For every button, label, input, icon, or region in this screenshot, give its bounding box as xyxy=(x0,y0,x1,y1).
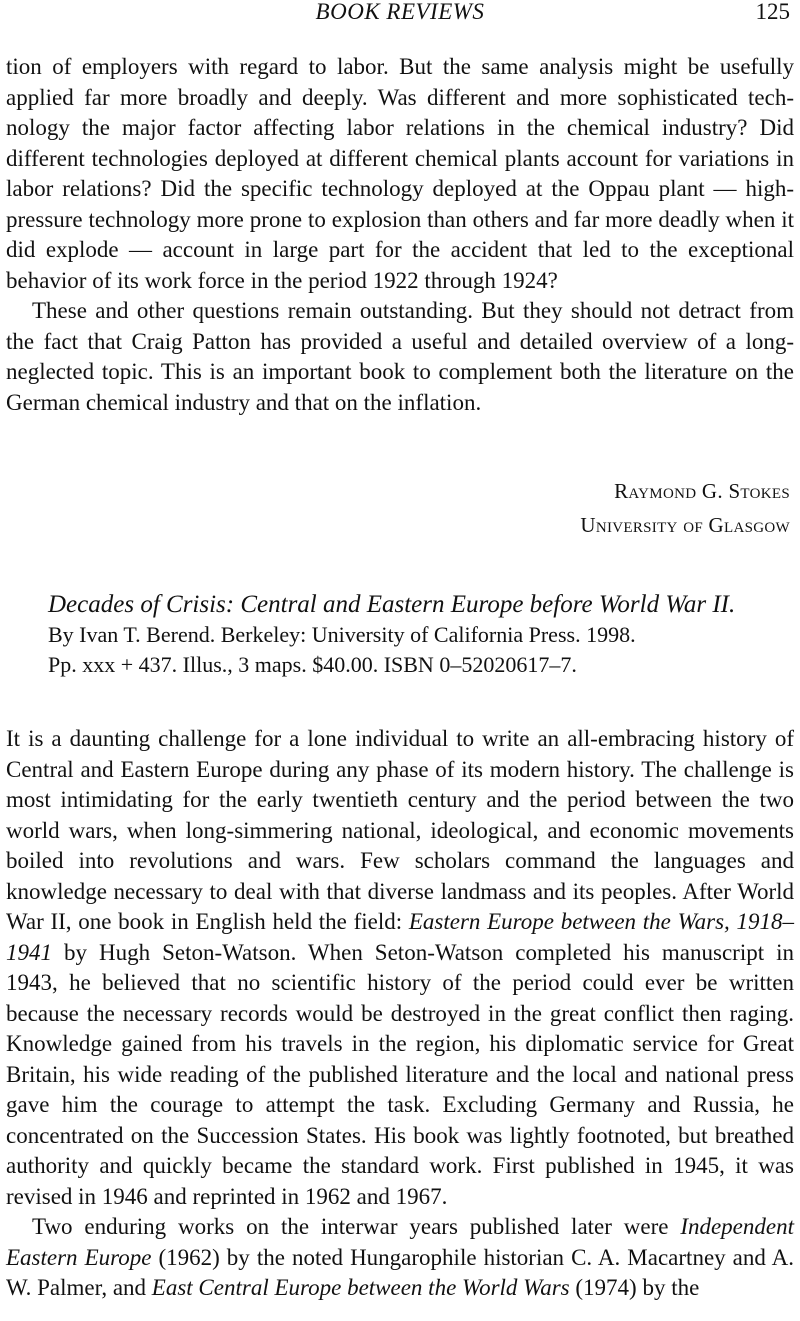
review-citation-line: Pp. xxx + 437. Illus., 3 maps. $40.00. ISBN 0–52020617–7. xyxy=(48,652,577,677)
review-book-title: Decades of Crisis: Central and Eastern Europe before World War II. xyxy=(48,591,736,618)
paragraph: tion of employers with regard to labor. But the same analysis might be usefully applied far more broadly and deeply. Was different and more sophisticated technology the major factor affecting labor relations in the chemical industry? Did different technologies deployed at different chemical plants account for variations in labor relations? Did the specific technology deployed at the Oppau plant — high-pressure technology more prone to explosion than others and far more deadly when it did explode — account in large part for the accident that led to the exceptional behavior of its work force in the period 1922 through 1924? xyxy=(6,54,794,293)
reviewer-affiliation: University of Glasgow xyxy=(580,513,790,537)
book-title-italic: East Central Europe between the World Wars xyxy=(151,1275,570,1300)
review-heading xyxy=(48,590,758,680)
running-head xyxy=(0,0,800,26)
paragraph: These and other questions remain outstanding. But they should not detract from the fact that Craig Patton has provided a useful and detailed overview of a long-neglected topic. This is an important book to complement both the literature on the German chemical industry and that on the inflation. xyxy=(6,298,794,415)
paragraph: It is a daunting challenge for a lone individual to write an all-embracing history of Central and Eastern Europe during any phase of its modern history. The challenge is most intimidating for the early twentieth century and the period between the two world wars, when long-simmering national, ideological, and economic movements boiled into revolutions and wars. Few scholars command the languages and knowledge necessary to deal with that diverse landmass and its peoples. After World War II, one book in English held the field: Eastern Europe between the Wars, 1918–1941 by Hugh Seton-Watson. When Seton-Watson completed his manuscript in 1943, he believed that no scientific history of the period could ever be written because the necessary records would be destroyed in the great conflict then raging. Knowledge gained from his travels in the region, his diplomatic service for Great Britain, his wide reading of the published literature and the local and national press gave him the courage to attempt the task. Excluding Germany and Russia, he concentrated on the Succession States. His book was lightly footnoted, but breathed authority and quickly became the standard work. First published in 1945, it was revised in 1946 and reprinted in 1962 and 1967. xyxy=(6,726,794,1209)
book-title-italic: Eastern Europe between the Wars, 1918–1941 xyxy=(6,909,794,965)
page-number: 125 xyxy=(755,0,790,24)
reviewer-signature xyxy=(580,474,790,542)
running-title: BOOK REVIEWS xyxy=(315,0,485,24)
review-citation-line: By Ivan T. Berend. Berkeley: University of California Press. 1998. xyxy=(48,622,636,647)
reviewer-name: Raymond G. Stokes xyxy=(614,479,790,503)
review-body-text xyxy=(6,724,794,1304)
previous-review-text xyxy=(6,52,794,418)
paragraph: Two enduring works on the interwar years published later were Independent Eastern Europe (1962) by the noted Hungarophile historian C. A. Macartney and A. W. Palmer, and East Central Europe between the World Wars (1974) by the xyxy=(6,1214,794,1300)
book-title-italic: Independent Eastern Europe xyxy=(6,1214,794,1270)
